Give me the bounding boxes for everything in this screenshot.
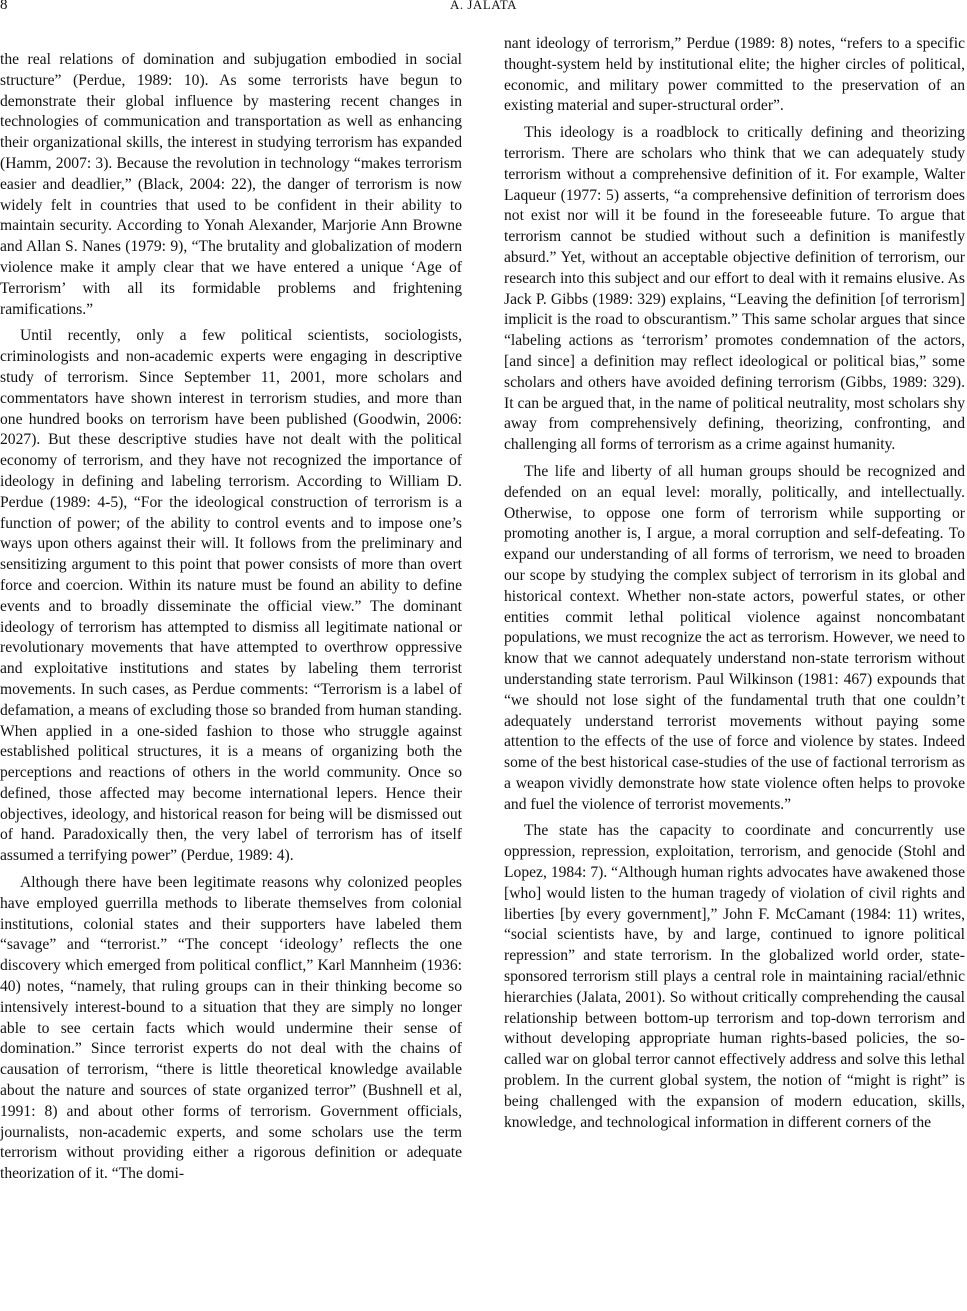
left-paragraph-1: the real relations of domination and subjugation embodied in social structure” (Perdue, 1989: 10). As some terrorists have begun to demonstrate their global influence by mastering recent changes in technologies of communication and transportation as well as enhancing their organizational skills, the interest in studying terrorism has expanded (Hamm, 2007: 3). Because the revolution in technology “makes terrorism easier and deadlier,” (Black, 2004: 22), the danger of terrorism is now widely felt in countries that used to be confident in their ability to maintain security. According to Yonah Alexander, Marjorie Ann Browne and Allan S. Nanes (1979: 9), “The brutality and globalization of modern violence make it amply clear that we have entered a unique ‘Age of Terrorism’ with all its formidable problems and frightening ramifications.”: [0, 51, 462, 318]
running-head: A. JALATA: [449, 0, 517, 12]
right-paragraph-1: nant ideology of terrorism,” Perdue (1989: 8) notes, “refers to a specific thought-system held by institutional elite; the higher circles of political, economic, and military power committed to the preservation of an existing material and super-structural order”.: [504, 35, 965, 115]
right-paragraph-2: This ideology is a roadblock to critically defining and theorizing terrorism. There are scholars who think that we can adequately study terrorism without a comprehensive definition of it. For example, Walter Laqueur (1977: 5) asserts, “a comprehensive definition of terrorism does not exist nor will it be found in the foreseeable future. To argue that terrorism cannot be studied without such a definition is manifestly absurd.” Yet, without an acceptable objective definition of terrorism, our research into this subject and our effort to deal with it remains elusive. As Jack P. Gibbs (1989: 329) explains, “Leaving the definition [of terrorism] implicit is the road to obscurantism.” This same scholar argues that since “labeling actions as ‘terrorism’ promotes condemnation of the actors, [and since] a definition may reflect ideological or political bias,” some scholars and others have avoided defining terrorism (Gibbs, 1989: 329). It can be argued that, in the name of political neutrality, most scholars shy away from comprehensively defining, theorizing, confronting, and challenging all forms of terrorism as a crime against humanity.: [504, 124, 965, 454]
right-paragraph-4: The state has the capacity to coordinate and concurrently use oppression, repression, exploitation, terrorism, and genocide (Stohl and Lopez, 1984: 7). “Although human rights advocates have awakened those [who] would listen to the human tragedy of violation of civil rights and liberties [by every government],” John F. McCamant (1984: 11) writes, “social scientists have, by and large, continued to ignore political repression” and state terrorism. In the globalized world order, state-sponsored terrorism still plays a central role in maintaining racial/ethnic hierarchies (Jalata, 2001). So without critically comprehending the causal relationship between bottom-up terrorism and top-down terrorism and without developing appropriate human rights-based policies, the so-called war on global terror cannot effectively address and solve this lethal problem. In the current global system, the notion of “might is right” is being challenged with the expansion of modern education, skills, knowledge, and technological information in different corners of the: [504, 822, 965, 1131]
right-paragraph-3: The life and liberty of all human groups should be recognized and defended on an equal level: morally, politically, and intellectually. Otherwise, to oppose one form of terrorism while supporting or promoting another is, I argue, a moral corruption and self-defeating. To expand our understanding of all forms of terrorism, we need to broaden our scope by studying the complex subject of terrorism in its global and historical context. Whether non-state actors, powerful states, or other entities commit lethal political violence against noncombatant populations, we must recognize the act as terrorism. However, we need to know that we cannot adequately understand non-state terrorism without understanding state terrorism. Paul Wilkinson (1981: 467) expounds that “we should not lose sight of the fundamental truth that one couldn’t adequately understand terrorist movements without paying some attention to the effects of the use of force and violence by states. Indeed some of the best historical case-studies of the use of factional terrorism as a weapon vividly demonstrate how state violence often helps to provoke and fuel the violence of terrorist movements.”: [504, 462, 965, 813]
left-paragraph-3: Although there have been legitimate reasons why colonized peoples have employed guerrilla methods to liberate themselves from colonial institutions, colonial states and their supporters have labeled them “savage” and “terrorist.” “The concept ‘ideology’ reflects the one discovery which emerged from political conflict,” Karl Mannheim (1936: 40) notes, “namely, that ruling groups can in their thinking become so intensively interest-bound to a situation that they are simply no longer able to see certain facts which would undermine their sense of domination.” Since terrorist experts do not deal with the chains of causation of terrorism, “there is little theoretical knowledge available about the nature and sources of state organized terror” (Bushnell et al, 1991: 8) and about other forms of terrorism. Government officials, journalists, non-academic experts, and some scholars use the term terrorism without providing either a rigorous definition or adequate theorization of it. “The domi-: [0, 874, 462, 1183]
left-paragraph-2: Until recently, only a few political scientists, sociologists, criminologists and non-academic experts were engaging in descriptive study of terrorism. Since September 11, 2001, more scholars and commentators have shown interest in terrorism studies, and more than one hundred books on terrorism have been published (Goodwin, 2006: 2027). But these descriptive studies have not dealt with the political economy of terrorism, and they have not recognized the importance of ideology in defining and labeling terrorism. According to William D. Perdue (1989: 4-5), “For the ideological construction of terrorism is a function of power; of the ability to control events and to impose one’s ways upon others against their will. It follows from the preliminary and sensitizing argument to this point that power consists of more than overt force and coercion. Within its nature must be found an ability to define events and to broadly disseminate the official view.” The dominant ideology of terrorism has attempted to dismiss all legitimate national or revolutionary movements that have attempted to overthrow oppressive and exploitative institutions and states by labeling them terrorist movements. In such cases, as Perdue comments: “Terrorism is a label of defamation, a means of excluding those so branded from human standing. When applied in a one-sided fashion to those who struggle against established political structures, it is a means of organizing both the perceptions and reactions of others in the world community. Once so defined, those affected may become international lepers. Hence their objectives, ideology, and historical reason for being will be dismissed out of hand. Paradoxically then, the very label of terrorism has of itself assumed a terrifying power” (Perdue, 1989: 4).: [0, 327, 462, 865]
right-column: [504, 34, 965, 1133]
page-number: 8: [0, 0, 8, 13]
left-column: [0, 50, 462, 1185]
